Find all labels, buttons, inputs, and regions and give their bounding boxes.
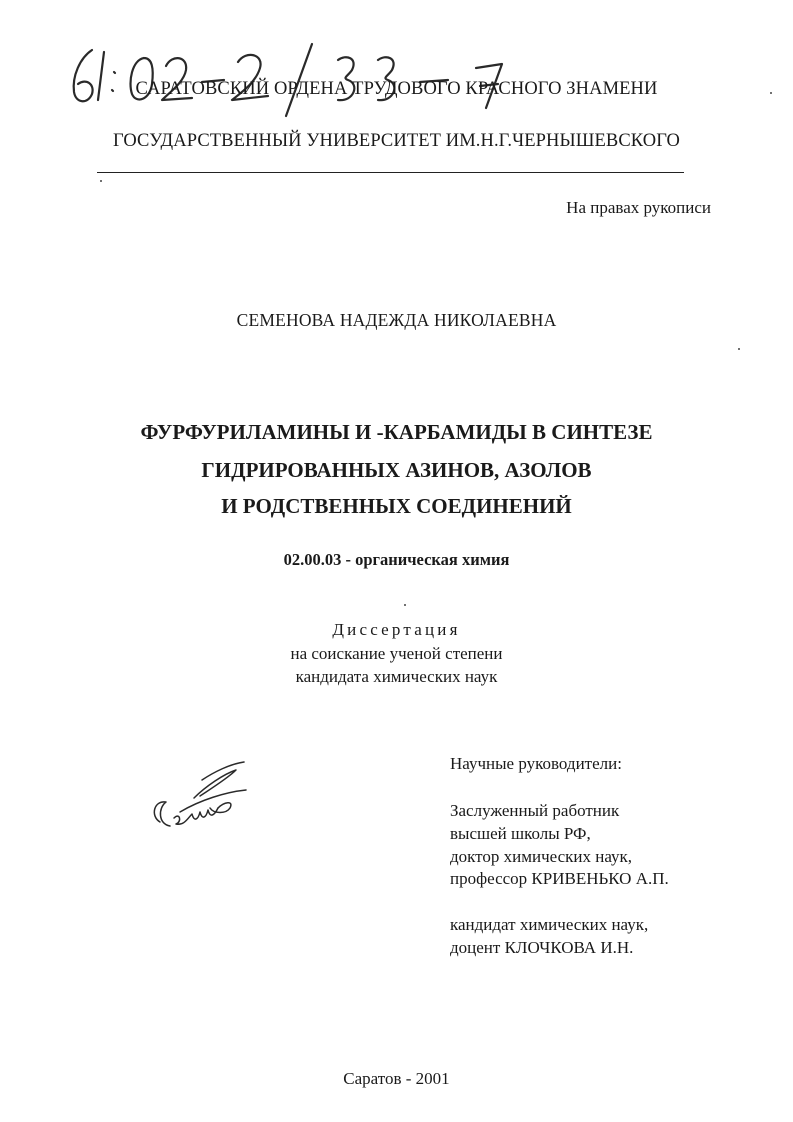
signature-drawing [140,752,250,842]
city-year: Саратов - 2001 [343,1069,450,1088]
author-name: СЕМЕНОВА НАДЕЖДА НИКОЛАЕВНА [236,310,557,330]
supervisors-heading: Научные руководители: [450,754,622,773]
supervisor-2-line-2: доцент КЛОЧКОВА И.Н. [450,938,634,957]
institution-line-2: ГОСУДАРСТВЕННЫЙ УНИВЕРСИТЕТ ИМ.Н.Г.ЧЕРНЫШЕВСКОГО [113,131,680,151]
scan-speck [770,92,772,94]
supervisor-1-line-3: доктор химических наук, [450,847,633,866]
scan-speck [100,180,102,182]
title-line-2: ГИДРИРОВАННЫХ АЗИНОВ, АЗОЛОВ [201,458,592,482]
specialty-code: 02.00.03 - органическая химия [283,550,510,569]
degree-line-2: кандидата химических наук [295,667,498,686]
scan-speck [738,348,740,350]
supervisor-1-line-2: высшей школы РФ, [450,824,591,843]
header-divider [97,172,684,173]
scan-speck [404,604,406,606]
supervisor-2-line-1: кандидат химических наук, [450,915,649,934]
degree-line-1: на соискание ученой степени [290,644,503,663]
rights-note: На правах рукописи [566,198,711,217]
title-line-1: ФУРФУРИЛАМИНЫ И -КАРБАМИДЫ В СИНТЕЗЕ [140,420,653,444]
title-line-3: И РОДСТВЕННЫХ СОЕДИНЕНИЙ [221,494,572,518]
dissertation-type: Диссертация [332,620,461,639]
supervisor-1-line-4: профессор КРИВЕНЬКО А.П. [450,869,669,888]
author-signature [140,752,250,842]
institution-line-1: САРАТОВСКИЙ ОРДЕНА ТРУДОВОГО КРАСНОГО ЗНАМЕНИ [135,79,658,99]
supervisor-1-line-1: Заслуженный работник [450,801,620,820]
